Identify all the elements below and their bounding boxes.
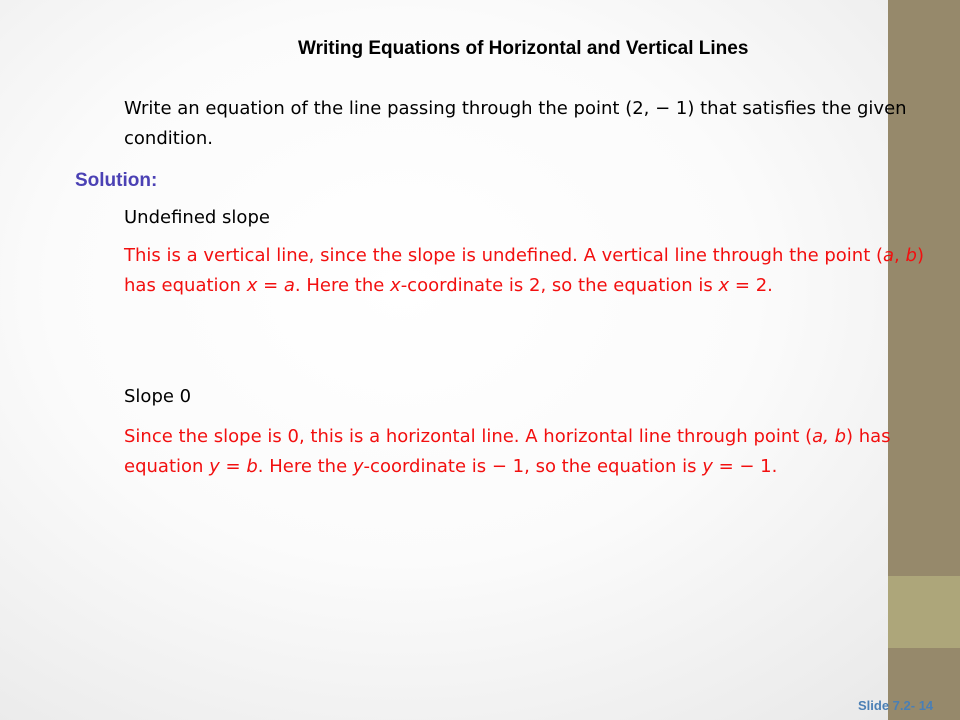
text-segment: ) has equation: [124, 245, 924, 296]
variable-a: a: [283, 275, 295, 296]
case-zero-slope-explanation: [124, 422, 954, 482]
text-segment: . Here the: [257, 456, 353, 477]
variable-a: a: [883, 245, 895, 266]
variable-y: y: [702, 456, 713, 477]
slide-number: Slide 7.2- 14: [858, 698, 934, 713]
text-segment: -coordinate is − 1, so the equation is: [363, 456, 703, 477]
text-segment: ,: [894, 245, 906, 266]
variable-x: x: [390, 275, 401, 296]
variable-a-b: a, b: [812, 426, 846, 447]
case-undefined-slope-explanation: [124, 241, 954, 301]
variable-y: y: [209, 456, 220, 477]
variable-b: b: [905, 245, 917, 266]
variable-x: x: [246, 275, 258, 296]
case-undefined-slope-label: Undefined slope: [124, 207, 270, 228]
text-segment: =: [257, 275, 284, 296]
case-zero-slope-label: Slope 0: [124, 386, 192, 407]
solution-label: Solution:: [75, 170, 158, 191]
slide-title: Writing Equations of Horizontal and Vertical Lines: [298, 38, 749, 59]
text-segment: = 2.: [729, 275, 773, 296]
problem-prompt: Write an equation of the line passing through the point (2, − 1) that satisfies the given condition.: [124, 98, 907, 149]
text-segment: ) has equation: [124, 426, 891, 477]
variable-y: y: [352, 456, 364, 477]
text-segment: This is a vertical line, since the slope is undefined. A vertical line through the point (: [124, 245, 884, 266]
text-segment: -coordinate is 2, so the equation is: [400, 275, 719, 296]
variable-x: x: [718, 275, 730, 296]
text-segment: Since the slope is 0, this is a horizontal line. A horizontal line through point (: [124, 426, 813, 447]
text-segment: = − 1.: [712, 456, 778, 477]
text-segment: . Here the: [294, 275, 391, 296]
variable-b: b: [246, 456, 258, 477]
sidebar-bar-middle: [888, 576, 960, 648]
text-segment: =: [219, 456, 247, 477]
